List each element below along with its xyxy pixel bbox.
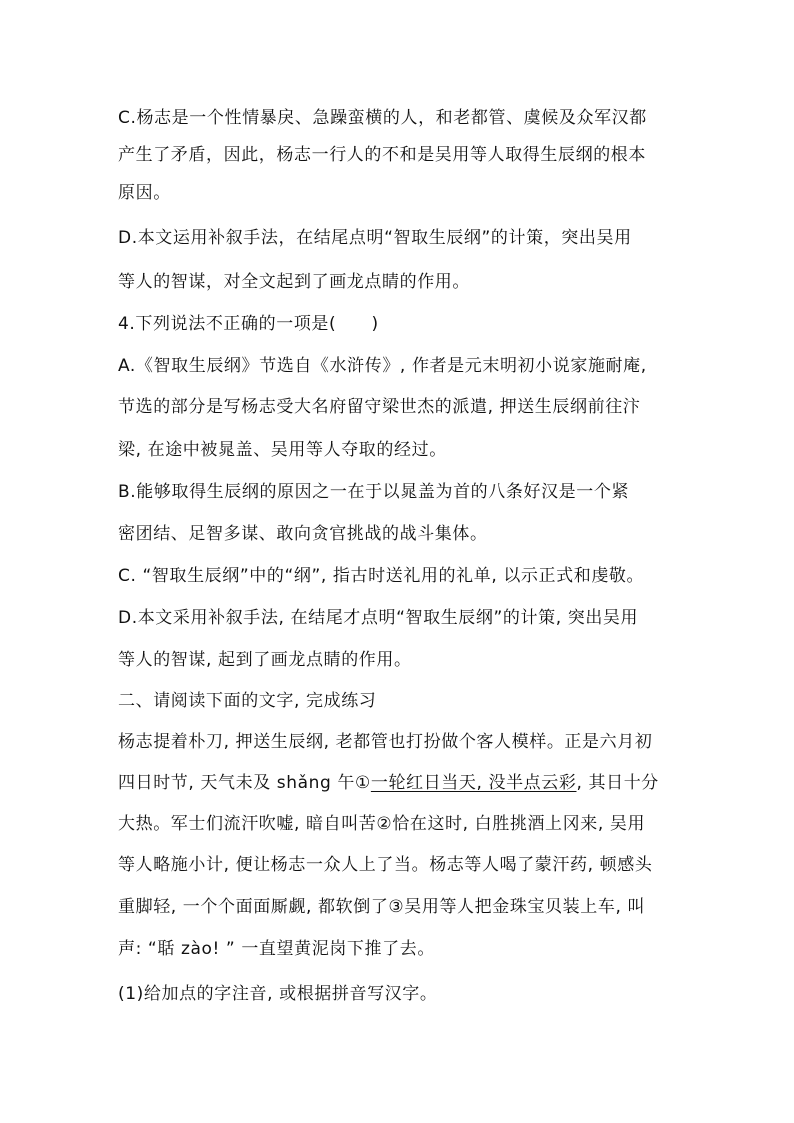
option-d-q4-line-2: 等人的智谋, 起到了画龙点睛的作用。 — [118, 650, 412, 670]
option-d-q4-line-1: D.本文采用补叙手法, 在结尾才点明“智取生辰纲”的计策, 突出吴用 — [118, 608, 639, 628]
sub-question-1: (1)给加点的字注音, 或根据拼音写汉字。 — [118, 984, 438, 1004]
option-c-q3-line-2: 产生了矛盾，因此，杨志一行人的不和是吴用等人取得生辰纲的根本 — [118, 145, 646, 165]
option-a-q4-line-2: 节选的部分是写杨志受大名府留守梁世杰的派遣, 押送生辰纲前往汴 — [118, 397, 641, 417]
question-4-stem: 4.下列说法不正确的一项是( ) — [118, 314, 379, 334]
option-a-q4-line-1: A.《智取生辰纲》节选自《水浒传》, 作者是元末明初小说家施耐庵, — [118, 356, 647, 376]
option-c-q3-line-3: 原因。 — [118, 183, 171, 203]
option-d-q3-line-2: 等人的智谋，对全文起到了画龙点睛的作用。 — [118, 272, 470, 292]
passage-line-2 — [118, 772, 678, 794]
passage-line-4: 等人略施小计, 便让杨志一众人上了当。杨志等人喝了蒙汗药, 顿感头 — [118, 855, 653, 875]
underlined-phrase-1: 一轮红日当天, 没半点云彩 — [370, 773, 577, 793]
passage-line-3: 大热。军士们流汗吹嘘, 暗自叫苦②恰在这时, 白胜挑酒上冈来, 吴用 — [118, 814, 646, 834]
option-d-q3-line-1: D.本文运用补叙手法，在结尾点明“智取生辰纲”的计策，突出吴用 — [118, 228, 632, 248]
option-c-q4: C. “智取生辰纲”中的“纲”, 指古时送礼用的礼单, 以示正式和虔敬。 — [118, 566, 645, 586]
passage-line-2-end: , 其日十分 — [576, 773, 659, 793]
passage-line-6: 声: “聒 zào! ” 一直望黄泥岗下推了去。 — [118, 939, 435, 959]
option-a-q4-line-3: 梁, 在途中被晁盖、吴用等人夺取的经过。 — [118, 440, 447, 460]
passage-line-1: 杨志提着朴刀, 押送生辰纲, 老都管也打扮做个客人模样。正是六月初 — [118, 732, 653, 752]
section-2-heading: 二、请阅读下面的文字, 完成练习 — [118, 691, 377, 711]
option-b-q4-line-2: 密团结、足智多谋、敢向贪官挑战的战斗集体。 — [118, 524, 488, 544]
option-c-q3-line-1: C.杨志是一个性情暴戾、急躁蛮横的人，和老都管、虞候及众军汉都 — [118, 108, 647, 128]
passage-line-5: 重脚轻, 一个个面面厮觑, 都软倒了③吴用等人把金珠宝贝装上车, 叫 — [118, 897, 646, 917]
option-b-q4-line-1: B.能够取得生辰纲的原因之一在于以晁盖为首的八条好汉是一个紧 — [118, 482, 630, 502]
passage-line-2-start: 四日时节, 天气未及 shǎng 午① — [118, 773, 371, 793]
